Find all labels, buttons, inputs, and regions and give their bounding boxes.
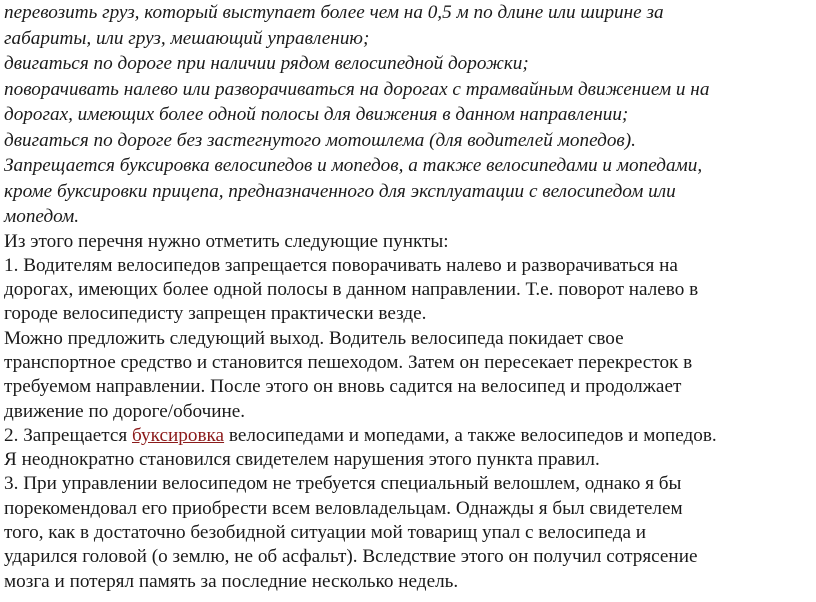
suggestion-line-1: Можно предложить следующий выход. Водитель велосипеда покидает свое xyxy=(4,327,624,349)
suggestion-line-2: транспортное средство и становится пешеходом. Затем он пересекает перекресток в xyxy=(4,351,693,373)
point-3-line-2: порекомендовал его приобрести всем веловладельцам. Однажды я был свидетелем xyxy=(4,497,683,519)
rule-line-3: двигаться по дороге при наличии рядом велосипедной дорожки; xyxy=(4,53,529,74)
point-2-suffix: велосипедами и мопедами, а также велосипедов и мопедов. xyxy=(224,424,717,446)
document-body xyxy=(4,0,814,594)
rule-line-5: дорогах, имеющих более одной полосы для движения в данном направлении; xyxy=(4,104,629,125)
intro-line: Из этого перечня нужно отметить следующие пункты: xyxy=(4,230,449,252)
italic-rules-block xyxy=(4,0,814,230)
rule-line-7: Запрещается буксировка велосипедов и мопедов, а также велосипедами и мопедами, xyxy=(4,155,703,176)
point-2-line-2: Я неоднократно становился свидетелем нарушения этого пункта правил. xyxy=(4,449,600,471)
point-1-line-3: городе велосипедисту запрещен практически везде. xyxy=(4,303,427,325)
point-3-line-5: мозга и потерял память за последние несколько недель. xyxy=(4,570,459,592)
rule-line-8: кроме буксировки прицепа, предназначенного для эксплуатации с велосипедом или xyxy=(4,180,676,202)
rule-line-2: габариты, или груз, мешающий управлению; xyxy=(4,27,370,49)
rule-line-9: мопедом. xyxy=(4,206,80,227)
rule-line-1: перевозить груз, который выступает более чем на 0,5 м по длине или ширине за xyxy=(4,2,664,23)
point-1-line-2: дорогах, имеющих более одной полосы в данном направлении. Т.е. поворот налево в xyxy=(4,279,699,301)
suggestion-line-3: требуемом направлении. После этого он вновь садится на велосипед и продолжает xyxy=(4,376,682,398)
point-2-prefix: 2. Запрещается xyxy=(4,424,133,446)
towing-link[interactable]: буксировка xyxy=(132,424,225,446)
point-3-line-3: того, как в достаточно безобидной ситуации мой товарищ упал с велосипеда и xyxy=(4,522,647,544)
commentary-block xyxy=(4,230,814,594)
rule-line-6: двигаться по дороге без застегнутого мотошлема (для водителей мопедов). xyxy=(4,129,636,151)
rule-line-4: поворачивать налево или разворачиваться на дорогах с трамвайным движением и на xyxy=(4,78,710,100)
suggestion-line-4: движение по дороге/обочине. xyxy=(4,400,246,422)
point-3-line-1: 3. При управлении велосипедом не требуется специальный велошлем, однако я бы xyxy=(4,473,682,495)
point-3-line-4: ударился головой (о землю, не об асфальт). Вследствие этого он получил сотрясение xyxy=(4,546,698,568)
point-2-line-1 xyxy=(4,424,814,448)
point-1-line-1: 1. Водителям велосипедов запрещается поворачивать налево и разворачиваться на xyxy=(4,254,678,276)
